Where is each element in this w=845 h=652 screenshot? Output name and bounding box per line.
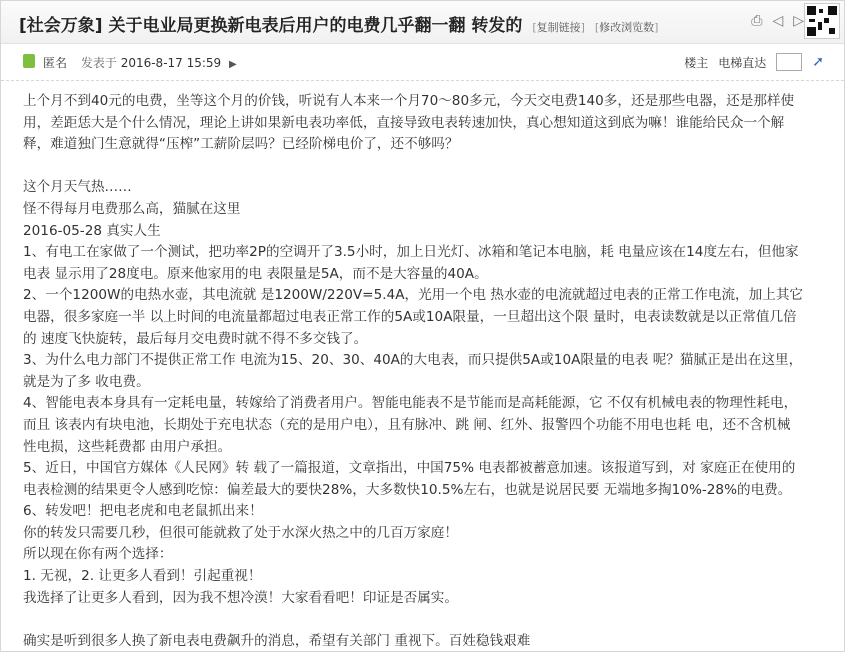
content-line: 2016-05-28 真实人生 — [23, 222, 161, 239]
prev-thread-icon[interactable]: ◁ — [772, 13, 784, 29]
next-thread-icon[interactable]: ▷ — [793, 13, 804, 29]
content-line: 1、有电工在家做了一个测试，把功率2P的空调开了3.5小时，加上日光灯、冰箱和笔记本电脑，耗 电量应该在14度左右，但他家 — [23, 244, 799, 261]
content-line: 所以现在你有两个选择： — [23, 546, 173, 563]
content-line: 3、为什么电力部门不提供正常工作 电流为15、20、30、40A的大电表，而只提供5A或10A限量的电表 呢？猫腻正是出在这里， — [23, 352, 803, 369]
copy-link-button[interactable]: 复制链接 — [536, 21, 581, 34]
content-line: 这个月天气热…… — [23, 179, 132, 196]
thread-header — [1, 1, 844, 44]
content-line: 就是为了多 收电费。 — [23, 373, 150, 390]
post-date: 2016-8-17 15:59 — [120, 56, 222, 70]
category-link[interactable]: [社会万象] — [19, 16, 103, 36]
posted-label: 发表于 — [80, 56, 117, 70]
content-line: 释，难道独门生意就得“压榨”工薪阶层吗？已经阶梯电价了，还不够吗？ — [23, 136, 459, 153]
post-meta-bar — [1, 44, 844, 81]
print-icon[interactable]: ⎙ — [751, 13, 763, 29]
play-arrow-icon[interactable]: ▶ — [229, 59, 237, 70]
content-line: 1. 无视，2. 让更多人看到！引起重视！ — [23, 568, 262, 585]
go-arrow-icon[interactable]: ➚ — [812, 54, 824, 70]
floor-label: 楼主 — [684, 55, 709, 70]
content-line: 上个月不到40元的电费，坐等这个月的价钱，听说有人本来一个月70～80多元，今天交电费140多，还是那些电器，还是那样使 — [23, 93, 795, 109]
author-name: 匿名 — [43, 56, 68, 70]
qr-code-icon[interactable] — [804, 3, 840, 39]
content-line: 的 速度飞快旋转，最后每月交电费时就不得不多交钱了。 — [23, 330, 368, 347]
user-icon — [23, 54, 35, 68]
thread-tools — [751, 13, 804, 29]
floor-number-input[interactable] — [776, 53, 802, 71]
post-content — [23, 91, 829, 652]
content-line: 确实是听到很多人换了新电表电费飙升的消息，希望有关部门 重视下。百姓稳钱艰难 — [23, 632, 531, 649]
content-line: 电表 显示用了28度电。原来他家用的电 表限量是5A，而不是大容量的40A。 — [23, 265, 488, 282]
content-line: 4、智能电表本身具有一定耗电量，转嫁给了消费者用户。智能电能表不是节能而是高耗能源，它 不仅有机械电表的物理性耗电， — [23, 395, 798, 412]
content-line: 用，差距恁大是个什么情况，理论上讲如果新电表功率低，直接导致电表转速加快，真心想知道这到底为嘛！谁能给民众一个解 — [23, 114, 785, 131]
jump-to-floor-label: 电梯直达 — [718, 55, 767, 70]
edit-views-link[interactable]: 修改浏览数 — [599, 21, 655, 34]
content-line: 电表检测的结果更令人感到吃惊：偏差最大的要快28%，大多数快10.5%左右，也就是说居民要 无端地多掏10%-28%的电费。 — [23, 481, 792, 498]
content-line: 我选择了让更多人看到，因为我不想冷漠！大家看看吧！印证是否属实。 — [23, 589, 458, 606]
content-line: 2、一个1200W的电热水壶，其电流就 是1200W/220V=5.4A，光用一个电 热水壶的电流就超过电表的正常工作电流，加上其它 — [23, 287, 804, 304]
content-line: 6、转发吧！把电老虎和电老鼠抓出来！ — [23, 503, 263, 520]
content-line: 而且 该表内有块电池，长期处于充电状态（充的是用户电），且有脉冲、跳 闸、红外、报警四个功能不用电也耗 电，还不含机械 — [23, 416, 791, 433]
blank-line — [23, 156, 829, 178]
content-line: 你的转发只需要几秒，但很可能就救了处于水深火热之中的几百万家庭！ — [23, 524, 458, 541]
thread-title-text: 关于电业局更换新电表后用户的电费几乎翻一翻 转发的 — [108, 16, 523, 36]
blank-line — [23, 609, 829, 631]
thread-title: [社会万象] 关于电业局更换新电表后用户的电费几乎翻一翻 转发的 [复制链接] [修改浏览数] — [19, 16, 659, 36]
content-line: 5、近日，中国官方媒体《人民网》转 载了一篇报道，文章指出，中国75% 电表都被蓄意加速。该报道写到，对 家庭正在使用的 — [23, 460, 796, 477]
content-line: 电器，很多家庭一半 以上时间的电流量都超过电表正常工作的5A或10A限量，一旦超出这个限 量时，电表读数就是以正常值几倍 — [23, 308, 797, 325]
content-line: 性电损，这些耗费都 由用户承担。 — [23, 438, 232, 455]
content-line: 怪不得每月电费那么高，猫腻在这里 — [23, 200, 241, 217]
